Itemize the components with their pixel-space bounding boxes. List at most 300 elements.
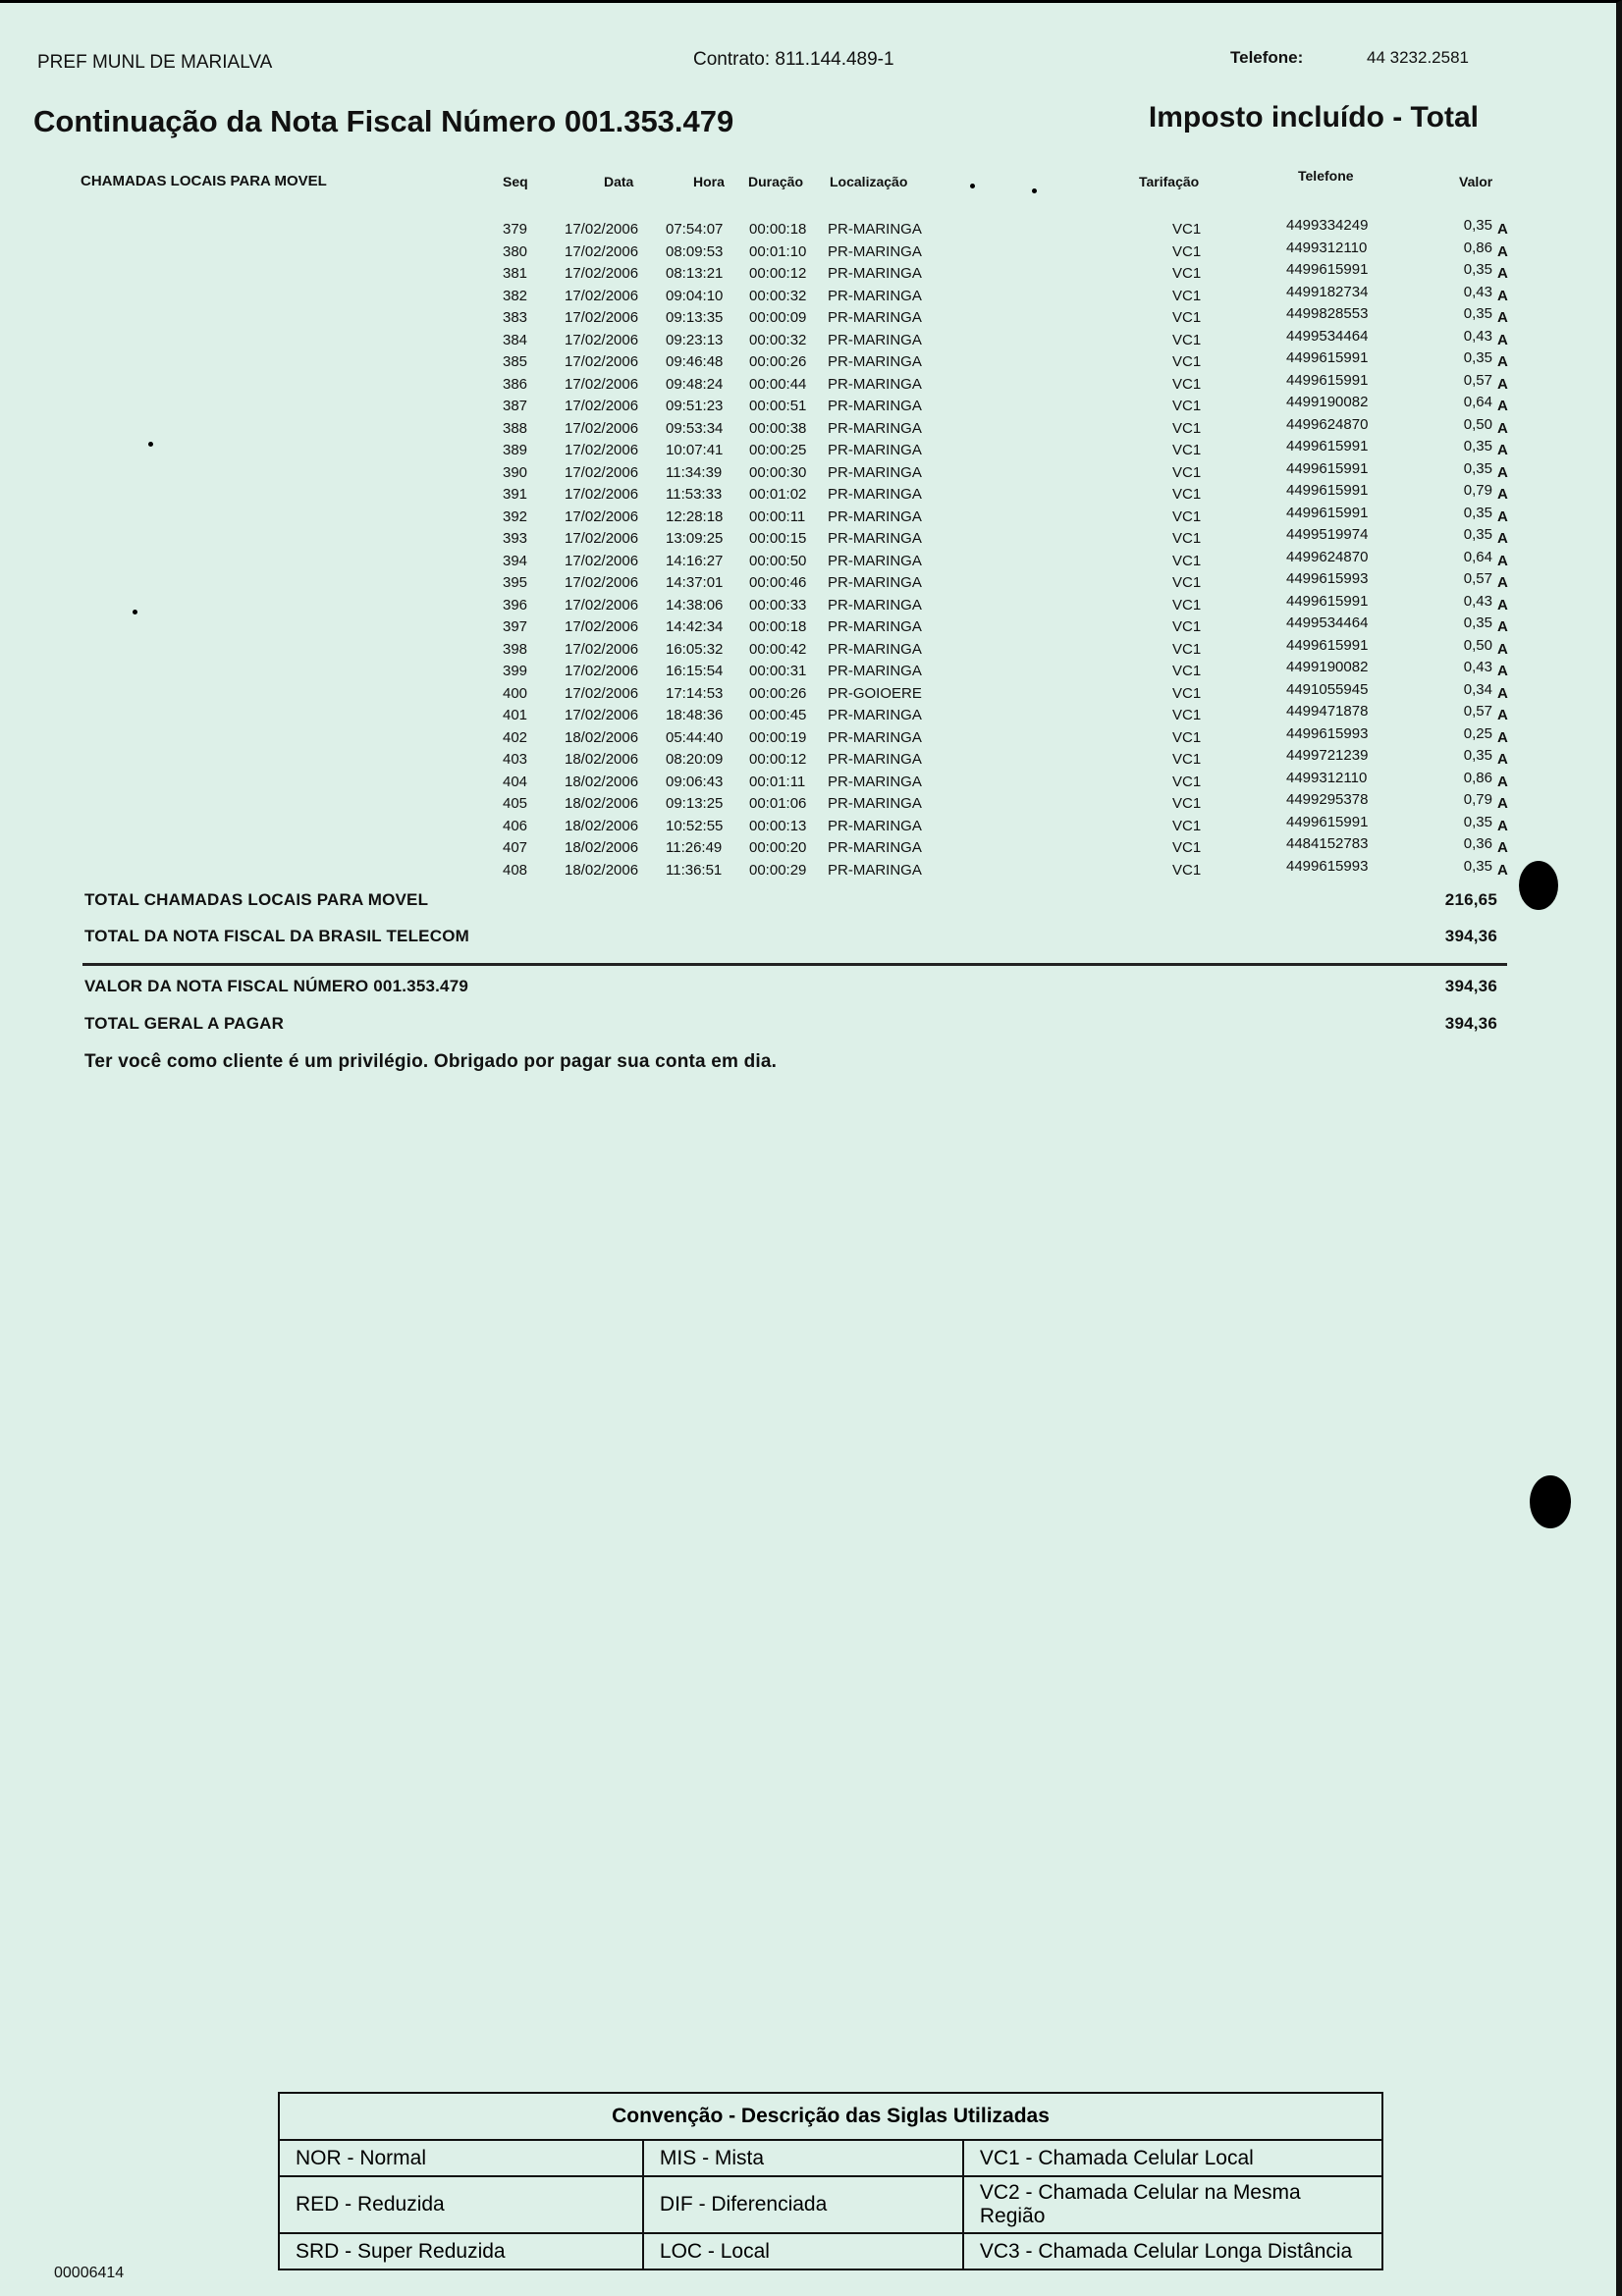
total-value: 216,65	[1444, 890, 1497, 909]
table-cell: 09:04:10	[666, 287, 724, 304]
tax-flag: A	[1497, 839, 1508, 856]
table-cell: VC1	[1172, 574, 1202, 591]
table-cell: 17/02/2006	[565, 287, 639, 304]
table-cell: 4499312110	[1286, 769, 1368, 786]
table-cell: 4499534464	[1286, 614, 1369, 631]
total-value: 394,36	[1444, 927, 1497, 945]
legend-cell: VC2 - Chamada Celular na Mesma Região	[963, 2176, 1382, 2233]
table-cell: VC1	[1172, 618, 1202, 635]
table-cell: 09:13:35	[666, 309, 724, 326]
table-cell: 17:14:53	[666, 684, 724, 702]
table-cell: 406	[503, 817, 528, 834]
table-cell: VC1	[1172, 353, 1202, 370]
table-cell: VC1	[1172, 398, 1202, 414]
table-cell: 13:09:25	[666, 530, 724, 547]
legend-cell: MIS - Mista	[643, 2140, 963, 2176]
table-cell: 390	[503, 463, 528, 481]
table-cell: 00:01:11	[749, 773, 806, 790]
table-cell: 404	[503, 773, 528, 790]
tax-flag: A	[1497, 707, 1508, 723]
table-cell: 17/02/2006	[565, 419, 639, 437]
tax-flag: A	[1497, 663, 1508, 679]
table-cell: 17/02/2006	[565, 640, 639, 658]
table-cell: 0,86	[1463, 239, 1492, 256]
table-cell: 00:00:19	[749, 728, 807, 746]
table-cell: 0,43	[1463, 327, 1492, 345]
tax-flag: A	[1497, 817, 1508, 834]
table-cell: 18/02/2006	[565, 773, 639, 790]
table-cell: 00:00:50	[749, 552, 807, 569]
table-cell: 4499624870	[1286, 548, 1369, 565]
table-cell: 4499182734	[1286, 283, 1369, 300]
table-cell: 397	[503, 618, 528, 635]
table-cell: 0,35	[1463, 813, 1492, 830]
table-cell: 17/02/2006	[565, 375, 639, 393]
table-cell: 00:00:30	[749, 463, 807, 481]
table-cell: 0,79	[1463, 791, 1492, 808]
page-title: Continuação da Nota Fiscal Número 001.353.479	[33, 104, 734, 138]
table-cell: 407	[503, 839, 528, 856]
tax-flag: A	[1497, 331, 1508, 348]
table-cell: 388	[503, 419, 528, 437]
table-cell: 4499615991	[1286, 459, 1369, 477]
table-cell: 383	[503, 309, 528, 326]
table-cell: 0,35	[1463, 305, 1492, 322]
table-cell: 17/02/2006	[565, 309, 639, 326]
table-cell: 18/02/2006	[565, 751, 639, 768]
tax-flag: A	[1497, 265, 1508, 282]
table-cell: 18/02/2006	[565, 728, 639, 746]
table-cell: 408	[503, 861, 528, 879]
tax-flag: A	[1497, 242, 1508, 260]
speck	[1032, 188, 1037, 193]
tax-flag: A	[1497, 309, 1508, 326]
table-cell: 0,36	[1463, 835, 1492, 852]
table-cell: VC1	[1172, 242, 1202, 260]
column-header: Valor	[1459, 174, 1493, 189]
table-cell: 00:00:33	[749, 596, 807, 614]
table-cell: 17/02/2006	[565, 684, 639, 702]
table-cell: VC1	[1172, 817, 1202, 834]
table-cell: 379	[503, 221, 528, 238]
legend-title: Convenção - Descrição das Siglas Utilizadas	[279, 2093, 1382, 2140]
table-cell: 0,35	[1463, 526, 1492, 543]
table-cell: 00:00:29	[749, 861, 807, 879]
thanks-message: Ter você como cliente é um privilégio. Obrigado por pagar sua conta em dia.	[84, 1051, 778, 1072]
table-cell: 0,64	[1463, 394, 1492, 410]
divider	[82, 963, 1507, 966]
customer-name: PREF MUNL DE MARIALVA	[37, 52, 273, 73]
table-cell: PR-MARINGA	[828, 398, 922, 414]
table-cell: PR-MARINGA	[828, 287, 922, 304]
table-cell: 09:53:34	[666, 419, 724, 437]
tax-flag: A	[1497, 728, 1508, 746]
table-cell: 00:00:26	[749, 353, 807, 370]
table-cell: 00:00:18	[749, 618, 807, 635]
tax-flag: A	[1497, 861, 1508, 879]
table-cell: 0,79	[1463, 482, 1492, 499]
table-cell: VC1	[1172, 707, 1202, 723]
table-cell: 09:13:25	[666, 795, 724, 812]
table-cell: 401	[503, 707, 528, 723]
table-cell: 4499190082	[1286, 659, 1369, 675]
table-cell: 380	[503, 242, 528, 260]
column-header: Tarifação	[1139, 174, 1200, 189]
tax-flag: A	[1497, 486, 1508, 503]
table-cell: 00:00:51	[749, 398, 807, 414]
table-cell: 0,43	[1463, 659, 1492, 675]
table-cell: 00:00:20	[749, 839, 807, 856]
table-cell: 17/02/2006	[565, 574, 639, 591]
table-cell: 17/02/2006	[565, 463, 639, 481]
tax-flag: A	[1497, 353, 1508, 370]
table-cell: 00:00:44	[749, 375, 807, 393]
table-cell: 0,35	[1463, 438, 1492, 454]
table-cell: 4499721239	[1286, 747, 1369, 764]
table-cell: 386	[503, 375, 528, 393]
table-cell: VC1	[1172, 309, 1202, 326]
table-cell: 00:00:26	[749, 684, 807, 702]
table-cell: PR-MARINGA	[828, 309, 922, 326]
table-cell: 09:46:48	[666, 353, 724, 370]
table-cell: 385	[503, 353, 528, 370]
table-cell: 17/02/2006	[565, 552, 639, 569]
table-cell: 11:26:49	[666, 839, 723, 856]
contract-number: Contrato: 811.144.489-1	[693, 49, 894, 70]
table-cell: PR-MARINGA	[828, 817, 922, 834]
tax-flag: A	[1497, 442, 1508, 458]
table-cell: PR-MARINGA	[828, 442, 922, 458]
table-cell: 4499615991	[1286, 438, 1369, 454]
table-cell: 4499534464	[1286, 327, 1369, 345]
table-cell: 389	[503, 442, 528, 458]
table-cell: PR-MARINGA	[828, 486, 922, 503]
table-cell: 16:15:54	[666, 663, 724, 679]
table-cell: 17/02/2006	[565, 707, 639, 723]
table-cell: 09:23:13	[666, 331, 724, 348]
table-cell: VC1	[1172, 684, 1202, 702]
phone-value: 44 3232.2581	[1367, 48, 1469, 67]
tax-flag: A	[1497, 618, 1508, 635]
table-cell: 4499624870	[1286, 415, 1369, 433]
tax-note: Imposto incluído - Total	[1148, 101, 1479, 133]
table-cell: 4499615991	[1286, 371, 1369, 389]
table-cell: 09:48:24	[666, 375, 724, 393]
table-cell: 4499334249	[1286, 217, 1369, 234]
table-cell: PR-MARINGA	[828, 596, 922, 614]
total-value: 394,36	[1444, 977, 1497, 995]
table-cell: 17/02/2006	[565, 398, 639, 414]
table-cell: VC1	[1172, 265, 1202, 282]
table-cell: 405	[503, 795, 528, 812]
tax-flag: A	[1497, 640, 1508, 658]
table-cell: VC1	[1172, 552, 1202, 569]
table-cell: 0,57	[1463, 703, 1492, 720]
table-cell: 08:13:21	[666, 265, 724, 282]
table-cell: PR-MARINGA	[828, 574, 922, 591]
table-cell: 17/02/2006	[565, 486, 639, 503]
table-cell: 391	[503, 486, 528, 503]
table-cell: PR-MARINGA	[828, 751, 922, 768]
tax-flag: A	[1497, 552, 1508, 569]
table-cell: VC1	[1172, 861, 1202, 879]
table-cell: 09:51:23	[666, 398, 724, 414]
table-cell: VC1	[1172, 839, 1202, 856]
tax-flag: A	[1497, 773, 1508, 790]
table-cell: VC1	[1172, 728, 1202, 746]
table-cell: 0,64	[1463, 548, 1492, 565]
table-cell: PR-MARINGA	[828, 242, 922, 260]
table-cell: 17/02/2006	[565, 242, 639, 260]
table-cell: 396	[503, 596, 528, 614]
table-cell: 4499471878	[1286, 703, 1369, 720]
total-label: VALOR DA NOTA FISCAL NÚMERO 001.353.479	[84, 977, 469, 995]
table-cell: 18:48:36	[666, 707, 724, 723]
column-header: Duração	[748, 174, 804, 189]
table-cell: 4499615991	[1286, 504, 1369, 521]
table-cell: VC1	[1172, 419, 1202, 437]
table-cell: 400	[503, 684, 528, 702]
table-cell: 4499615991	[1286, 636, 1369, 654]
table-cell: 4499519974	[1286, 526, 1369, 543]
table-cell: 4499615993	[1286, 857, 1369, 875]
table-cell: 387	[503, 398, 528, 414]
table-cell: 17/02/2006	[565, 618, 639, 635]
tax-flag: A	[1497, 398, 1508, 414]
legend-cell: VC3 - Chamada Celular Longa Distância	[963, 2233, 1382, 2269]
table-cell: 0,86	[1463, 769, 1492, 786]
table-cell: 0,50	[1463, 415, 1492, 433]
table-cell: 0,35	[1463, 217, 1492, 234]
table-cell: 10:07:41	[666, 442, 724, 458]
speck	[970, 184, 975, 188]
table-cell: PR-MARINGA	[828, 507, 922, 525]
table-cell: PR-MARINGA	[828, 419, 922, 437]
table-cell: 00:00:45	[749, 707, 807, 723]
table-cell: VC1	[1172, 751, 1202, 768]
table-cell: PR-MARINGA	[828, 773, 922, 790]
table-cell: 00:00:42	[749, 640, 807, 658]
table-cell: 4499615993	[1286, 570, 1369, 587]
table-cell: VC1	[1172, 795, 1202, 812]
table-cell: VC1	[1172, 463, 1202, 481]
table-cell: 00:00:15	[749, 530, 807, 547]
table-cell: PR-MARINGA	[828, 728, 922, 746]
table-cell: 394	[503, 552, 528, 569]
table-cell: 14:16:27	[666, 552, 724, 569]
table-cell: 4499312110	[1286, 239, 1368, 256]
table-cell: PR-MARINGA	[828, 375, 922, 393]
table-cell: 00:00:13	[749, 817, 807, 834]
table-cell: 0,35	[1463, 614, 1492, 631]
table-cell: 18/02/2006	[565, 817, 639, 834]
table-cell: PR-MARINGA	[828, 331, 922, 348]
table-cell: 4484152783	[1286, 835, 1369, 852]
total-label: TOTAL DA NOTA FISCAL DA BRASIL TELECOM	[84, 927, 469, 945]
table-cell: 4499828553	[1286, 305, 1369, 322]
table-cell: 0,35	[1463, 349, 1492, 366]
legend-cell: LOC - Local	[643, 2233, 963, 2269]
table-cell: 393	[503, 530, 528, 547]
table-cell: 16:05:32	[666, 640, 724, 658]
table-cell: 14:38:06	[666, 596, 724, 614]
table-cell: PR-MARINGA	[828, 530, 922, 547]
table-cell: 00:01:10	[749, 242, 807, 260]
table-cell: 08:09:53	[666, 242, 724, 260]
table-cell: 4499615993	[1286, 724, 1369, 742]
speck	[148, 442, 153, 447]
table-cell: 392	[503, 507, 528, 525]
table-cell: 4491055945	[1286, 680, 1369, 698]
table-cell: 00:00:12	[749, 265, 807, 282]
table-cell: 11:34:39	[666, 463, 723, 481]
table-cell: 00:00:18	[749, 221, 807, 238]
table-cell: 17/02/2006	[565, 596, 639, 614]
table-cell: 12:28:18	[666, 507, 724, 525]
table-cell: 4499615991	[1286, 482, 1369, 499]
tax-flag: A	[1497, 221, 1508, 238]
table-cell: 00:00:32	[749, 331, 807, 348]
table-cell: 17/02/2006	[565, 221, 639, 238]
speck	[133, 610, 137, 614]
tax-flag: A	[1497, 507, 1508, 525]
table-cell: VC1	[1172, 486, 1202, 503]
tax-flag: A	[1497, 530, 1508, 547]
table-cell: PR-MARINGA	[828, 552, 922, 569]
table-cell: PR-MARINGA	[828, 640, 922, 658]
table-cell: PR-MARINGA	[828, 353, 922, 370]
table-cell: 381	[503, 265, 528, 282]
tax-flag: A	[1497, 419, 1508, 437]
table-cell: 398	[503, 640, 528, 658]
table-cell: 0,43	[1463, 592, 1492, 610]
table-cell: PR-MARINGA	[828, 795, 922, 812]
tax-flag: A	[1497, 287, 1508, 304]
table-cell: VC1	[1172, 640, 1202, 658]
total-value: 394,36	[1444, 1014, 1497, 1033]
table-cell: 18/02/2006	[565, 839, 639, 856]
table-cell: 00:00:31	[749, 663, 807, 679]
tax-flag: A	[1497, 684, 1508, 702]
table-cell: 0,35	[1463, 747, 1492, 764]
table-cell: PR-MARINGA	[828, 707, 922, 723]
table-cell: PR-MARINGA	[828, 618, 922, 635]
table-cell: 17/02/2006	[565, 353, 639, 370]
table-cell: 0,57	[1463, 371, 1492, 389]
table-cell: 17/02/2006	[565, 530, 639, 547]
table-cell: VC1	[1172, 773, 1202, 790]
table-cell: 00:00:38	[749, 419, 807, 437]
table-cell: 00:00:11	[749, 507, 806, 525]
column-header: Hora	[693, 174, 725, 189]
table-cell: 00:00:32	[749, 287, 807, 304]
table-cell: 0,25	[1463, 724, 1492, 742]
table-cell: PR-MARINGA	[828, 265, 922, 282]
legend-cell: SRD - Super Reduzida	[279, 2233, 643, 2269]
table-cell: 11:53:33	[666, 486, 723, 503]
column-header: Seq	[503, 174, 528, 189]
table-cell: VC1	[1172, 596, 1202, 614]
table-cell: 4499615991	[1286, 349, 1369, 366]
table-cell: PR-MARINGA	[828, 839, 922, 856]
table-cell: 10:52:55	[666, 817, 724, 834]
column-header: Data	[604, 174, 634, 189]
table-cell: 14:42:34	[666, 618, 724, 635]
legend-cell: RED - Reduzida	[279, 2176, 643, 2233]
tax-flag: A	[1497, 751, 1508, 768]
table-cell: 4499615991	[1286, 592, 1369, 610]
table-cell: 14:37:01	[666, 574, 724, 591]
footer-code: 00006414	[54, 2265, 125, 2281]
punch-hole	[1519, 861, 1558, 910]
total-label: TOTAL CHAMADAS LOCAIS PARA MOVEL	[84, 890, 429, 909]
section-label: CHAMADAS LOCAIS PARA MOVEL	[81, 173, 327, 189]
table-cell: 17/02/2006	[565, 265, 639, 282]
table-cell: 4499615991	[1286, 813, 1369, 830]
table-cell: 0,50	[1463, 636, 1492, 654]
table-cell: PR-MARINGA	[828, 221, 922, 238]
column-header: Localização	[830, 174, 908, 189]
table-cell: 4499615991	[1286, 261, 1369, 278]
table-cell: PR-MARINGA	[828, 663, 922, 679]
legend-cell: DIF - Diferenciada	[643, 2176, 963, 2233]
table-cell: 0,35	[1463, 459, 1492, 477]
tax-flag: A	[1497, 574, 1508, 591]
table-cell: 00:00:09	[749, 309, 807, 326]
total-label: TOTAL GERAL A PAGAR	[84, 1014, 285, 1033]
legend-table	[278, 2092, 1383, 2270]
legend-cell: NOR - Normal	[279, 2140, 643, 2176]
tax-flag: A	[1497, 375, 1508, 393]
tax-flag: A	[1497, 463, 1508, 481]
tax-flag: A	[1497, 795, 1508, 812]
table-cell: 403	[503, 751, 528, 768]
table-cell: 0,57	[1463, 570, 1492, 587]
table-cell: 382	[503, 287, 528, 304]
table-cell: 08:20:09	[666, 751, 724, 768]
table-cell: 00:00:46	[749, 574, 807, 591]
table-cell: 4499190082	[1286, 394, 1369, 410]
table-cell: PR-GOIOERE	[828, 684, 922, 702]
table-cell: 00:01:02	[749, 486, 807, 503]
table-cell: VC1	[1172, 331, 1202, 348]
table-cell: 0,35	[1463, 504, 1492, 521]
table-cell: PR-MARINGA	[828, 861, 922, 879]
table-cell: 402	[503, 728, 528, 746]
tax-flag: A	[1497, 596, 1508, 614]
legend-cell: VC1 - Chamada Celular Local	[963, 2140, 1382, 2176]
table-cell: VC1	[1172, 530, 1202, 547]
table-cell: VC1	[1172, 507, 1202, 525]
table-cell: VC1	[1172, 375, 1202, 393]
table-cell: 07:54:07	[666, 221, 724, 238]
table-cell: VC1	[1172, 663, 1202, 679]
phone-label: Telefone:	[1230, 48, 1304, 67]
table-cell: VC1	[1172, 221, 1202, 238]
table-cell: 09:06:43	[666, 773, 724, 790]
table-cell: VC1	[1172, 442, 1202, 458]
punch-hole	[1530, 1475, 1571, 1528]
table-cell: 05:44:40	[666, 728, 724, 746]
table-cell: 395	[503, 574, 528, 591]
table-cell: 17/02/2006	[565, 507, 639, 525]
table-cell: 0,35	[1463, 857, 1492, 875]
table-cell: 18/02/2006	[565, 795, 639, 812]
table-cell: 0,35	[1463, 261, 1492, 278]
table-cell: 00:00:25	[749, 442, 807, 458]
table-cell: 0,43	[1463, 283, 1492, 300]
table-cell: 17/02/2006	[565, 442, 639, 458]
